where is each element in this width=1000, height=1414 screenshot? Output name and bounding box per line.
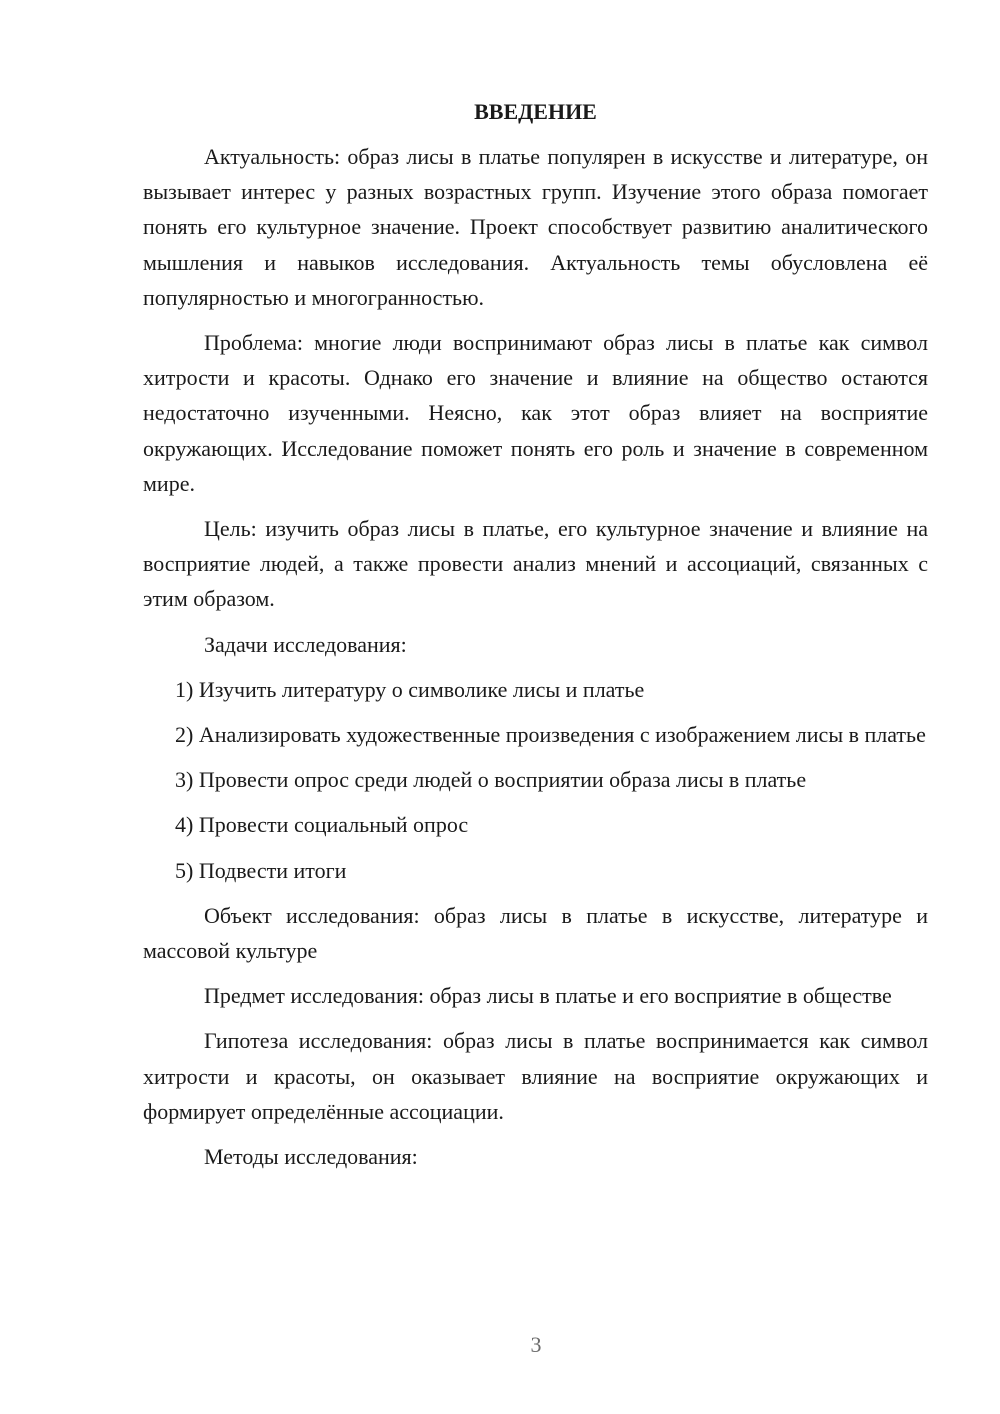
task-item: 1) Изучить литературу о символике лисы и платье — [175, 676, 645, 702]
subject-paragraph: Предмет исследования: образ лисы в платье и его восприятие в обществе — [204, 983, 892, 1009]
problem-paragraph: Проблема: многие люди воспринимают образ лисы в платье как символ хитрости и красоты. Однако его значение и влияние на общество остаются недостаточно изученными. Неясно, как этот образ влияет на восприятие окружающих. Исследование поможет понять его роль и значение в современном мире. — [143, 330, 928, 496]
methods-heading: Методы исследования: — [204, 1144, 418, 1170]
object-paragraph: Объект исследования: образ лисы в платье в искусстве, литературе и массовой культуре — [143, 902, 928, 964]
document-page — [143, 94, 928, 1184]
hypothesis-paragraph: Гипотеза исследования: образ лисы в платье воспринимается как символ хитрости и красоты, он оказывает влияние на восприятие окружающих и формирует определённые ассоциации. — [143, 1028, 928, 1124]
task-item: 2) Анализировать художественные произведения с изображением лисы в платье — [175, 722, 926, 748]
task-item: 5) Подвести итоги — [175, 857, 347, 883]
section-title: ВВЕДЕНИЕ — [474, 99, 597, 124]
tasks-list — [143, 672, 928, 888]
relevance-paragraph: Актуальность: образ лисы в платье популярен в искусстве и литературе, он вызывает интерес у разных возрастных групп. Изучение этого образа помогает понять его культурное значение. Проект способствует развитию аналитического мышления и навыков исследования. Актуальность темы обусловлена её популярностью и многогранностью. — [143, 144, 928, 310]
page-number: 3 — [530, 1332, 542, 1357]
task-item: 4) Провести социальный опрос — [175, 812, 469, 838]
task-item: 3) Провести опрос среди людей о восприятии образа лисы в платье — [175, 767, 807, 793]
goal-paragraph: Цель: изучить образ лисы в платье, его культурное значение и влияние на восприятие людей, а также провести анализ мнений и ассоциаций, связанных с этим образом. — [143, 516, 928, 612]
tasks-heading: Задачи исследования: — [204, 631, 407, 657]
